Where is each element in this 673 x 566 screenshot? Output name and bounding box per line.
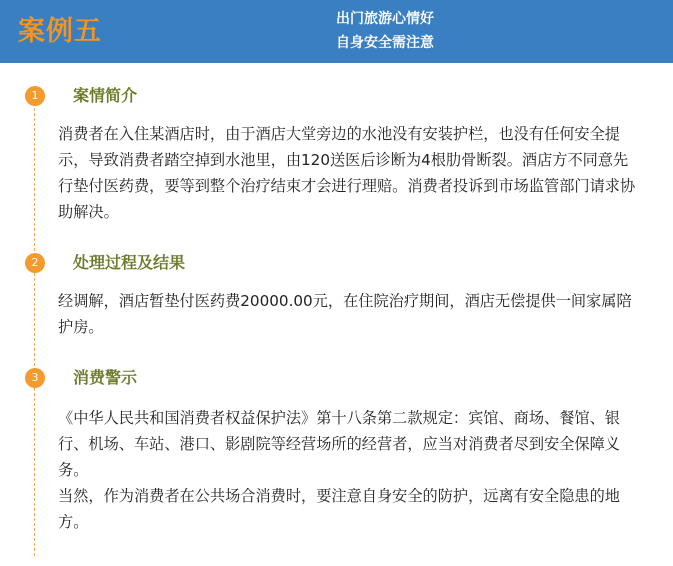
header-subtitle-line-2: 自身安全需注意	[336, 35, 434, 51]
header-banner	[0, 0, 673, 63]
case-summary-paragraph: 消费者在入住某酒店时，由于酒店大堂旁边的水池没有安装护栏，也没有任何安全提示，导致消费者踏空掉到水池里，由120送医后诊断为4根肋骨断裂。酒店方不同意先行垫付医药费，要等到整个治疗结束才会进行理赔。消费者投诉到市场监管部门请求协助解决。	[58, 125, 636, 221]
consumer-warning-paragraph-advice: 当然，作为消费者在公共场合消费时，要注意自身安全的防护，远离有安全隐患的地方。	[58, 487, 620, 531]
header-subtitle-line-1: 出门旅游心情好	[336, 11, 434, 27]
section-number-badge: 1	[25, 86, 45, 106]
section-title-process-result: 处理过程及结果	[73, 253, 186, 272]
section-number-badge: 2	[25, 253, 45, 273]
section-title-case-summary: 案情简介	[73, 86, 138, 105]
case-title: 案例五	[18, 16, 102, 47]
consumer-warning-paragraph-law: 《中华人民共和国消费者权益保护法》第十八条第二款规定：宾馆、商场、餐馆、银行、机场、车站、港口、影剧院等经营场所的经营者，应当对消费者尽到安全保障义务。	[58, 409, 620, 479]
process-result-paragraph: 经调解，酒店暂垫付医药费20000.00元，在住院治疗期间，酒店无偿提供一间家属陪护房。	[58, 292, 632, 336]
section-title-consumer-warning: 消费警示	[73, 368, 138, 387]
timeline-dashed-line	[34, 88, 35, 556]
section-number-badge: 3	[25, 368, 45, 388]
header-subtitle	[270, 7, 500, 55]
